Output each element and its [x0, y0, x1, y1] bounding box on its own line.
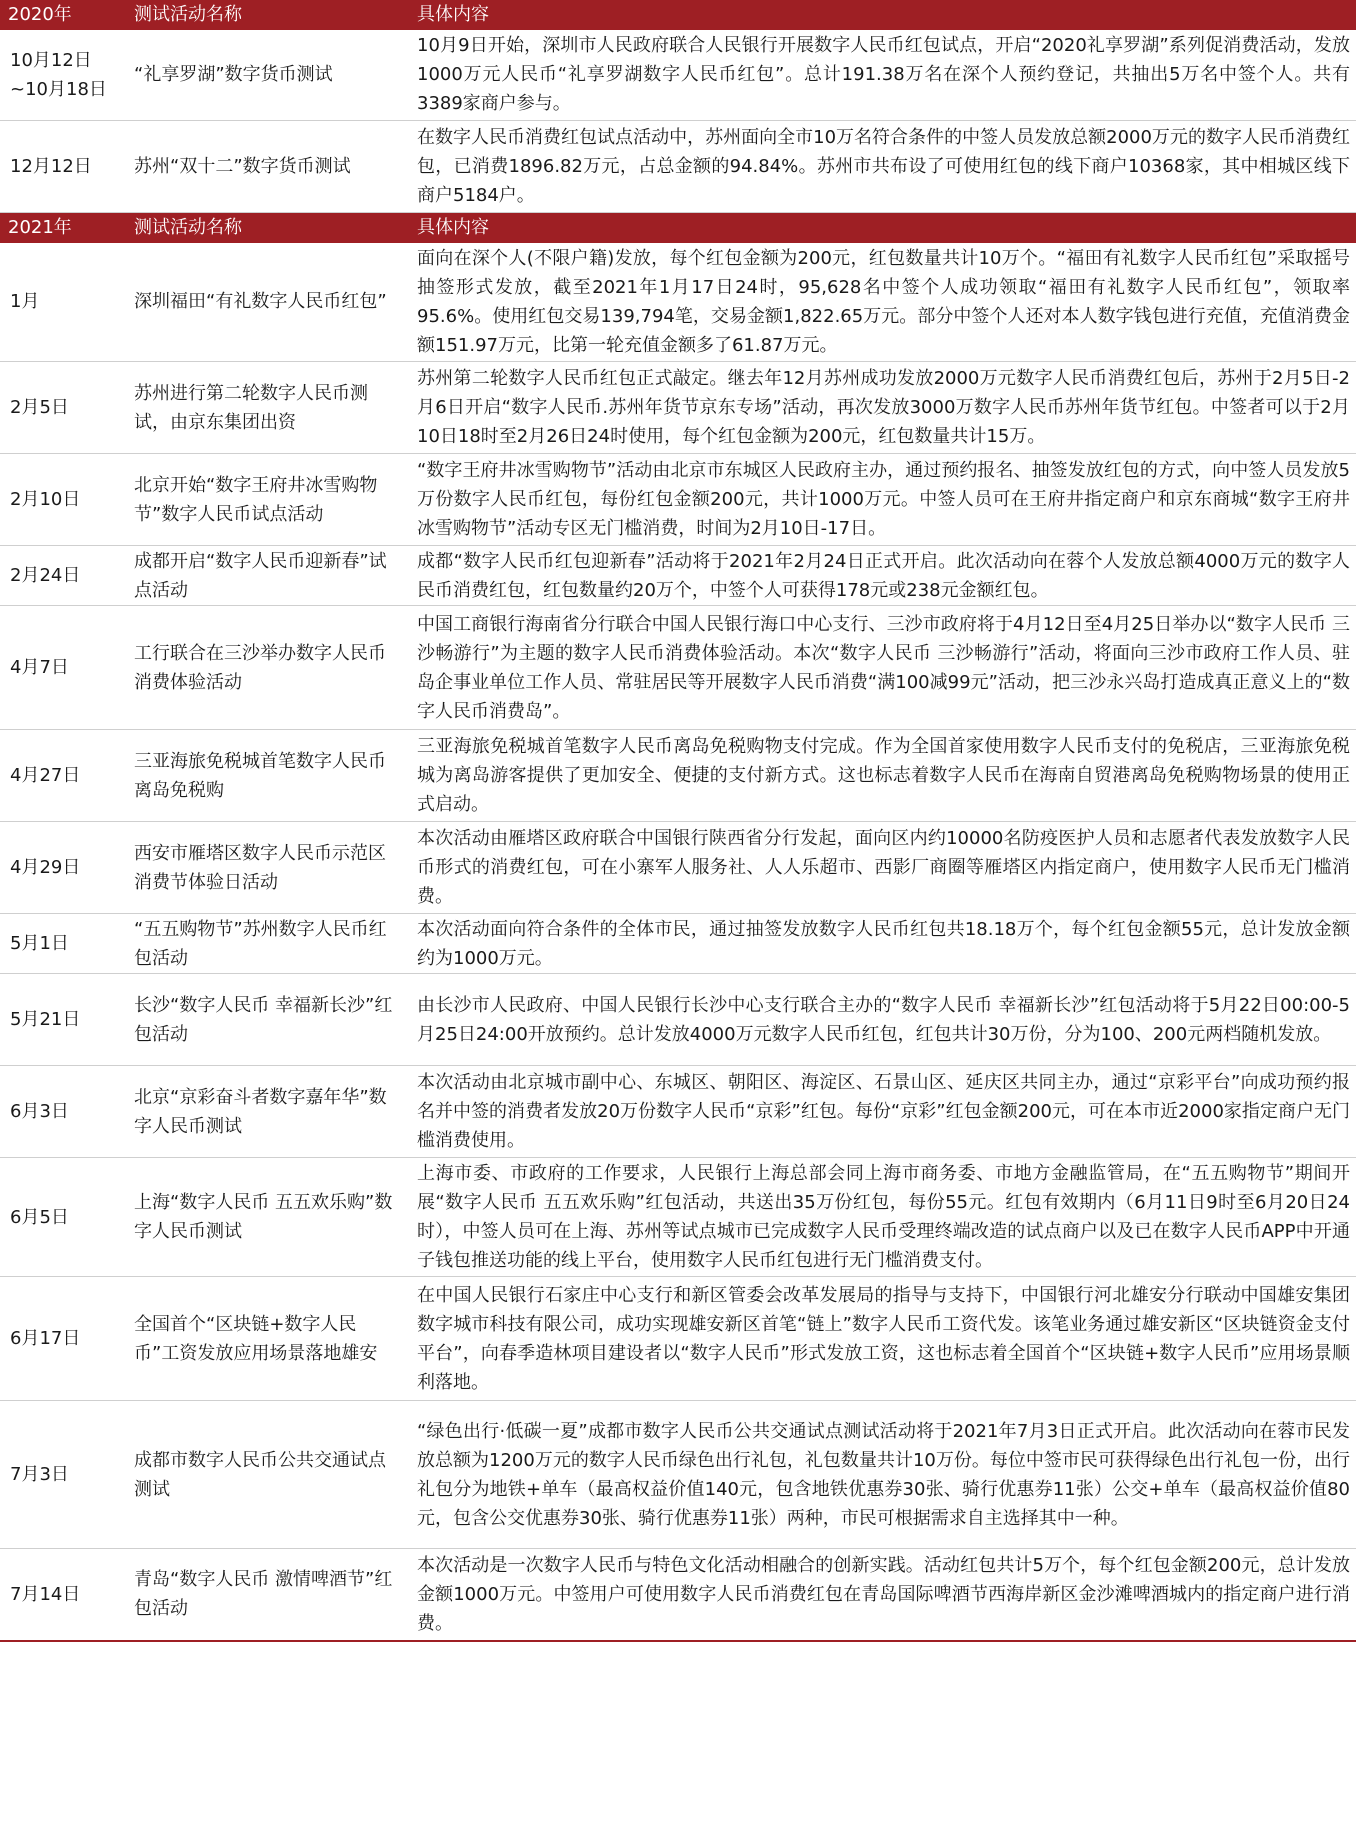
- row-content: 苏州第二轮数字人民币红包正式敲定。继去年12月苏州成功发放2000万元数字人民币消费红包后，苏州于2月5日-2月6日开启“数字人民币.苏州年货节京东专场”活动，再次发放3000万数字人民币苏州年货节红包。中签者可以于2月10日18时至2月26日24时使用，每个红包金额为200元，红包数量共计15万。: [409, 362, 1356, 454]
- row-activity-name: “礼享罗湖”数字货币测试: [126, 30, 409, 120]
- activity-name-header: 测试活动名称: [126, 0, 409, 30]
- row-date: 4月27日: [0, 730, 126, 822]
- row-date: 2月5日: [0, 362, 126, 454]
- table-row: [0, 822, 1356, 914]
- table-row: [0, 730, 1356, 822]
- year-header: 2020年: [0, 0, 126, 30]
- row-activity-name: 长沙“数字人民币 幸福新长沙”红包活动: [126, 974, 409, 1066]
- row-date: 2月10日: [0, 454, 126, 546]
- row-date: 5月21日: [0, 974, 126, 1066]
- row-content: 在中国人民银行石家庄中心支行和新区管委会改革发展局的指导与支持下，中国银行河北雄安分行联动中国雄安集团数字城市科技有限公司，成功实现雄安新区首笔“链上”数字人民币工资代发。该笔业务通过雄安新区“区块链资金支付平台”，向春季造林项目建设者以“数字人民币”形式发放工资，这也标志着全国首个“区块链+数字人民币”应用场景顺利落地。: [409, 1277, 1356, 1401]
- row-content: 三亚海旅免税城首笔数字人民币离岛免税购物支付完成。作为全国首家使用数字人民币支付的免税店，三亚海旅免税城为离岛游客提供了更加安全、便捷的支付新方式。这也标志着数字人民币在海南自贸港离岛免税购物场景的使用正式启动。: [409, 730, 1356, 822]
- row-content: 10月9日开始，深圳市人民政府联合人民银行开展数字人民币红包试点，开启“2020礼享罗湖”系列促消费活动，发放1000万元人民币“礼享罗湖数字人民币红包”。总计191.38万名在深个人预约登记，共抽出5万名中签个人。共有3389家商户参与。: [409, 30, 1356, 120]
- table-row: [0, 606, 1356, 730]
- table-row: [0, 362, 1356, 454]
- row-date: 5月1日: [0, 914, 126, 974]
- activity-name-header: 测试活动名称: [126, 212, 409, 243]
- row-activity-name: 北京开始“数字王府井冰雪购物节”数字人民币试点活动: [126, 454, 409, 546]
- table-row: [0, 1158, 1356, 1277]
- table-row: [0, 120, 1356, 212]
- row-content: 面向在深个人(不限户籍)发放，每个红包金额为200元，红包数量共计10万个。“福田有礼数字人民币红包”采取摇号抽签形式发放，截至2021年1月17日24时，95,628名中签个人成功领取“福田有礼数字人民币红包”，领取率95.6%。使用红包交易139,794笔，交易金额1,822.65万元。部分中签个人还对本人数字钱包进行充值，充值消费金额151.97万元，比第一轮充值金额多了61.87万元。: [409, 243, 1356, 362]
- year-header: 2021年: [0, 212, 126, 243]
- row-activity-name: 上海“数字人民币 五五欢乐购”数字人民币测试: [126, 1158, 409, 1277]
- row-content: 本次活动是一次数字人民币与特色文化活动相融合的创新实践。活动红包共计5万个，每个红包金额200元，总计发放金额1000万元。中签用户可使用数字人民币消费红包在青岛国际啤酒节西海岸新区金沙滩啤酒城内的指定商户进行消费。: [409, 1549, 1356, 1641]
- row-content: 上海市委、市政府的工作要求，人民银行上海总部会同上海市商务委、市地方金融监管局，在“五五购物节”期间开展“数字人民币 五五欢乐购”红包活动，共送出35万份红包，每份55元。红包有效期内（6月11日9时至6月20日24时），中签人员可在上海、苏州等试点城市已完成数字人民币受理终端改造的试点商户以及已在数字人民币APP中开通子钱包推送功能的线上平台，使用数字人民币红包进行无门槛消费支付。: [409, 1158, 1356, 1277]
- row-date: 2月24日: [0, 546, 126, 606]
- row-activity-name: 成都开启“数字人民币迎新春”试点活动: [126, 546, 409, 606]
- row-date: 7月3日: [0, 1401, 126, 1549]
- row-content: 由长沙市人民政府、中国人民银行长沙中心支行联合主办的“数字人民币 幸福新长沙”红包活动将于5月22日00:00-5月25日24:00开放预约。总计发放4000万元数字人民币红包，红包共计30万份，分为100、200元两档随机发放。: [409, 974, 1356, 1066]
- row-date: 7月14日: [0, 1549, 126, 1641]
- row-content: “数字王府井冰雪购物节”活动由北京市东城区人民政府主办，通过预约报名、抽签发放红包的方式，向中签人员发放5万份数字人民币红包，每份红包金额200元，共计1000万元。中签人员可在王府井指定商户和京东商城“数字王府井冰雪购物节”活动专区无门槛消费，时间为2月10日-17日。: [409, 454, 1356, 546]
- table-row: [0, 243, 1356, 362]
- row-date: 12月12日: [0, 120, 126, 212]
- row-activity-name: 三亚海旅免税城首笔数字人民币离岛免税购: [126, 730, 409, 822]
- row-content: “绿色出行·低碳一夏”成都市数字人民币公共交通试点测试活动将于2021年7月3日正式开启。此次活动向在蓉市民发放总额为1200万元的数字人民币绿色出行礼包，礼包数量共计10万份。每位中签市民可获得绿色出行礼包一份，出行礼包分为地铁+单车（最高权益价值140元，包含地铁优惠券30张、骑行优惠券11张）公交+单车（最高权益价值80元，包含公交优惠券30张、骑行优惠券11张）两种，市民可根据需求自主选择其中一种。: [409, 1401, 1356, 1549]
- row-activity-name: 工行联合在三沙举办数字人民币消费体验活动: [126, 606, 409, 730]
- table-row: [0, 1066, 1356, 1158]
- content-header: 具体内容: [409, 212, 1356, 243]
- row-content: 本次活动由北京城市副中心、东城区、朝阳区、海淀区、石景山区、延庆区共同主办，通过“京彩平台”向成功预约报名并中签的消费者发放20万份数字人民币“京彩”红包。每份“京彩”红包金额200元，可在本市近2000家指定商户无门槛消费使用。: [409, 1066, 1356, 1158]
- table-row: [0, 546, 1356, 606]
- row-date: 4月29日: [0, 822, 126, 914]
- content-header: 具体内容: [409, 0, 1356, 30]
- row-date: 4月7日: [0, 606, 126, 730]
- row-activity-name: 青岛“数字人民币 激情啤酒节”红包活动: [126, 1549, 409, 1641]
- table-row: [0, 454, 1356, 546]
- row-activity-name: 成都市数字人民币公共交通试点测试: [126, 1401, 409, 1549]
- row-activity-name: 全国首个“区块链+数字人民币”工资发放应用场景落地雄安: [126, 1277, 409, 1401]
- row-content: 成都“数字人民币红包迎新春”活动将于2021年2月24日正式开启。此次活动向在蓉个人发放总额4000万元的数字人民币消费红包，红包数量约20万个，中签个人可获得178元或238元金额红包。: [409, 546, 1356, 606]
- table-row: [0, 974, 1356, 1066]
- row-content: 本次活动由雁塔区政府联合中国银行陕西省分行发起，面向区内约10000名防疫医护人员和志愿者代表发放数字人民币形式的消费红包，可在小寨军人服务社、人人乐超市、西影厂商圈等雁塔区内指定商户，使用数字人民币无门槛消费。: [409, 822, 1356, 914]
- header-row-2020: [0, 0, 1356, 30]
- row-content: 在数字人民币消费红包试点活动中，苏州面向全市10万名符合条件的中签人员发放总额2000万元的数字人民币消费红包，已消费1896.82万元，占总金额的94.84%。苏州市共布设了可使用红包的线下商户10368家，其中相城区线下商户5184户。: [409, 120, 1356, 212]
- table-row: [0, 1277, 1356, 1401]
- row-activity-name: 苏州“双十二”数字货币测试: [126, 120, 409, 212]
- row-date: 6月5日: [0, 1158, 126, 1277]
- row-activity-name: 北京“京彩奋斗者数字嘉年华”数字人民币测试: [126, 1066, 409, 1158]
- row-date: 6月3日: [0, 1066, 126, 1158]
- table-row: [0, 914, 1356, 974]
- row-date: 1月: [0, 243, 126, 362]
- row-activity-name: 苏州进行第二轮数字人民币测试，由京东集团出资: [126, 362, 409, 454]
- row-activity-name: 深圳福田“有礼数字人民币红包”: [126, 243, 409, 362]
- table-row: [0, 30, 1356, 120]
- table-row: [0, 1401, 1356, 1549]
- row-activity-name: “五五购物节”苏州数字人民币红包活动: [126, 914, 409, 974]
- row-content: 中国工商银行海南省分行联合中国人民银行海口中心支行、三沙市政府将于4月12日至4月25日举办以“数字人民币 三沙畅游行”为主题的数字人民币消费体验活动。本次“数字人民币 三沙畅游行”活动，将面向三沙市政府工作人员、驻岛企事业单位工作人员、常驻居民等开展数字人民币消费“满100减99元”活动，把三沙永兴岛打造成真正意义上的“数字人民币消费岛”。: [409, 606, 1356, 730]
- table-row: [0, 1549, 1356, 1641]
- header-row-2021: [0, 212, 1356, 243]
- row-date: 10月12日~10月18日: [0, 30, 126, 120]
- row-activity-name: 西安市雁塔区数字人民币示范区消费节体验日活动: [126, 822, 409, 914]
- row-content: 本次活动面向符合条件的全体市民，通过抽签发放数字人民币红包共18.18万个，每个红包金额55元，总计发放金额约为1000万元。: [409, 914, 1356, 974]
- row-date: 6月17日: [0, 1277, 126, 1401]
